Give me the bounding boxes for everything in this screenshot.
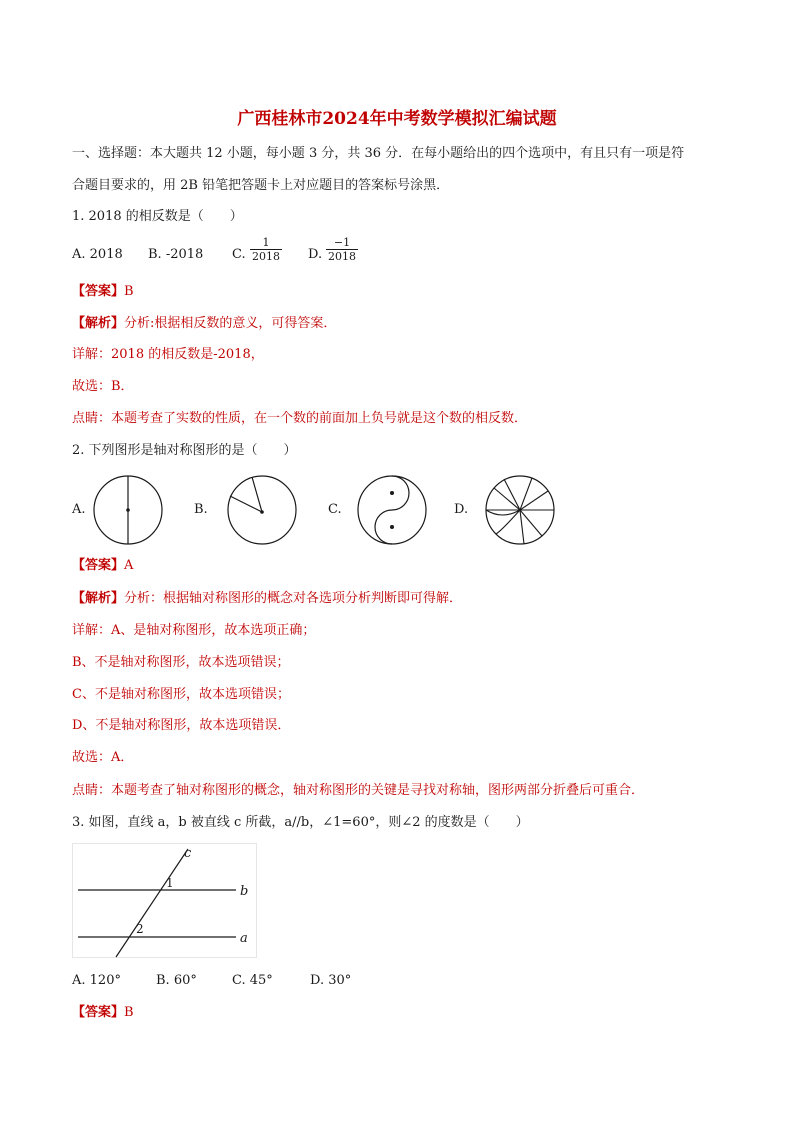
section-heading-line1: 一、选择题：本大题共 12 小题，每小题 3 分，共 36 分．在每小题给出的四个选项中，有且只有一项是符: [72, 146, 685, 161]
q1-detail-tag: 详解：: [72, 347, 112, 362]
q1-analysis-tag: 【解析】: [72, 316, 125, 331]
q2-detail-c: C、不是轴对称图形，故本选项错误；: [72, 687, 290, 702]
q2-detail-b: B、不是轴对称图形，故本选项错误；: [72, 655, 290, 670]
q1-detail-text: 2018 的相反数是-2018，: [111, 347, 264, 362]
q1-analysis: [72, 316, 336, 332]
q2-question: 2. 下列图形是轴对称图形的是（ ）: [72, 443, 297, 458]
document-title: 广西桂林市2024年中考数学模拟汇编试题: [237, 109, 557, 129]
q2-analysis-text: 分析：根据轴对称图形的概念对各选项分析判断即可得解．: [124, 591, 463, 606]
q2-figure-b: [224, 474, 300, 546]
q2-answer: [72, 558, 133, 574]
q2-option-d-label: D.: [454, 502, 469, 517]
q3-figure: [72, 843, 258, 959]
q1-comment: 点睛：本题考查了实数的性质，在一个数的前面加上负号就是这个数的相反数．: [72, 411, 528, 426]
q2-detail-d: D、不是轴对称图形，故本选项错误．: [72, 718, 291, 733]
section-heading-line2: 合题目要求的，用 2B 铅笔把答题卡上对应题目的答案标号涂黑．: [72, 178, 450, 193]
q1-option-c-label: C.: [232, 247, 246, 262]
q3-option-b: B. 60°: [156, 973, 197, 988]
q2-option-a-label: A.: [72, 502, 86, 517]
q1-analysis-text: 分析:根据相反数的意义，可得答案．: [124, 316, 337, 331]
q1-option-c-fraction: [250, 236, 282, 263]
q2-analysis: [72, 591, 462, 607]
q3-label-angle2: 2: [136, 922, 144, 936]
q2-option-b-label: B.: [194, 502, 208, 517]
q3-option-c: C. 45°: [232, 973, 273, 988]
q1-c-numerator: 1: [250, 236, 282, 250]
q2-detail-line-a: [72, 623, 315, 639]
q2-figure-d: [482, 474, 558, 546]
q1-c-denominator: 2018: [252, 250, 280, 263]
q2-option-c-label: C.: [328, 502, 342, 517]
q2-detail-a: A、是轴对称图形，故本选项正确；: [111, 623, 316, 638]
q3-label-c: c: [184, 846, 192, 861]
q1-answer-value: B: [124, 284, 134, 299]
q2-choose: 故选：A．: [72, 750, 134, 765]
q2-figure-c: [354, 474, 430, 546]
q3-answer: [72, 1005, 134, 1021]
q2-analysis-tag: 【解析】: [72, 591, 125, 606]
q3-label-a: a: [240, 931, 248, 946]
q2-answer-value: A: [124, 558, 134, 573]
q1-d-numerator: −1: [326, 236, 358, 250]
q2-figure-a: [90, 474, 166, 546]
q1-option-d-fraction: [326, 236, 358, 263]
q1-detail: [72, 347, 264, 363]
q1-option-b: B. -2018: [148, 247, 204, 262]
q3-question: 3. 如图，直线 a，b 被直线 c 所截，a//b，∠1=60°，则∠2 的度数是（ ）: [72, 815, 529, 830]
q3-label-angle1: 1: [166, 876, 174, 890]
q1-option-a: A. 2018: [72, 247, 123, 262]
q3-label-b: b: [240, 884, 249, 899]
q3-answer-tag: 【答案】: [72, 1005, 125, 1020]
q1-d-denominator: 2018: [328, 250, 356, 263]
q2-comment: 点睛：本题考查了轴对称图形的概念，轴对称图形的关键是寻找对称轴，图形两部分折叠后可重合．: [72, 783, 645, 798]
q1-answer: [72, 284, 134, 300]
q3-option-a: A. 120°: [72, 973, 121, 988]
q1-choose: 故选：B．: [72, 379, 134, 394]
q2-answer-tag: 【答案】: [72, 558, 125, 573]
q1-option-d-label: D.: [308, 247, 323, 262]
q2-detail-tag: 详解：: [72, 623, 112, 638]
q3-option-d: D. 30°: [310, 973, 352, 988]
q3-answer-value: B: [124, 1005, 134, 1020]
q1-answer-tag: 【答案】: [72, 284, 125, 299]
q1-question: 1. 2018 的相反数是（ ）: [72, 209, 243, 224]
